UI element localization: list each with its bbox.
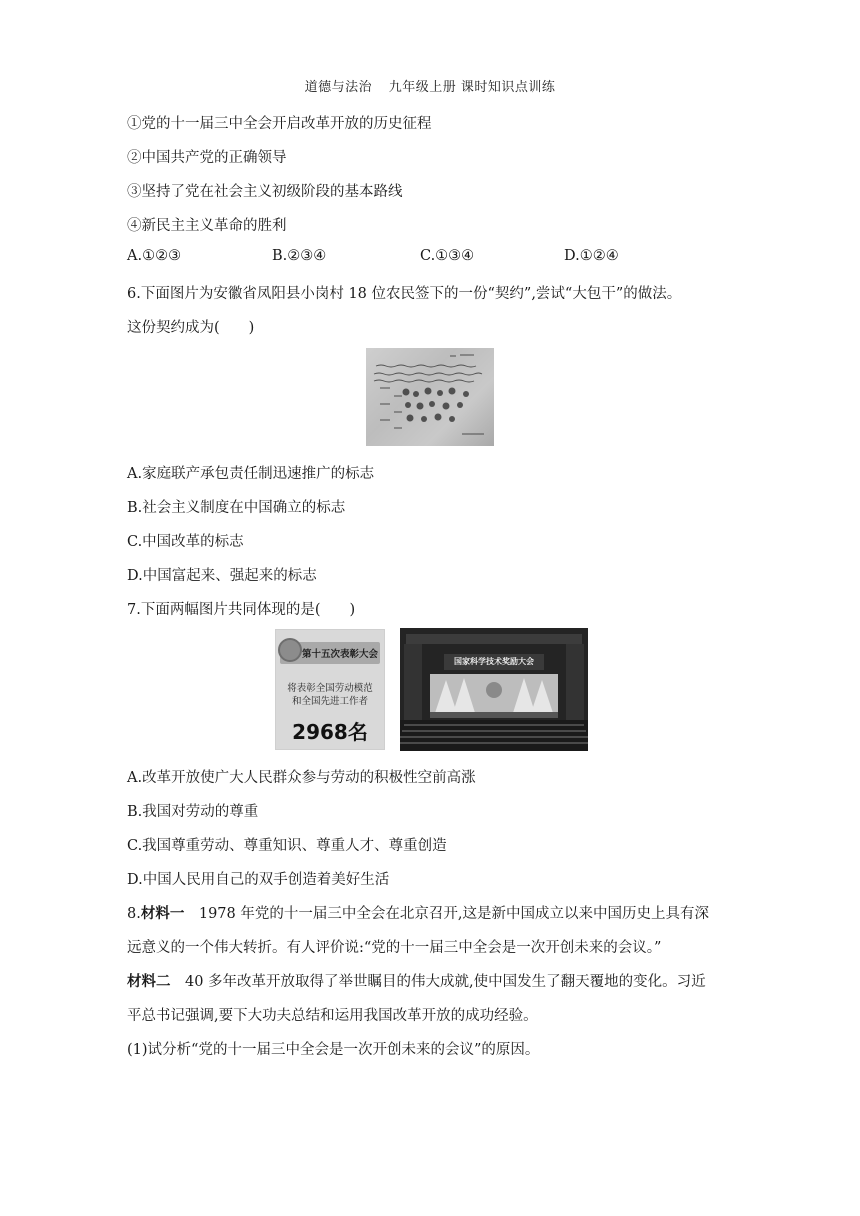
q7-option-b: B.我国对劳动的尊重 bbox=[127, 804, 259, 820]
q6-stem-line2: 这份契约成为( ) bbox=[127, 320, 255, 336]
q6-option-d: D.中国富起来、强起来的标志 bbox=[127, 568, 317, 584]
q7-option-c: C.我国尊重劳动、尊重知识、尊重人才、尊重创造 bbox=[127, 838, 447, 854]
q8-material1-text1: 1978 年党的十一届三中全会在北京召开,这是新中国成立以来中国历史上具有深 bbox=[184, 906, 709, 922]
q8-material1-label: 材料一 bbox=[140, 905, 185, 922]
q7-option-a: A.改革开放使广大人民群众参与劳动的积极性空前高涨 bbox=[127, 770, 476, 786]
header-grade: 九年级上册 课时知识点训练 bbox=[388, 80, 556, 95]
contract-photo bbox=[366, 348, 494, 446]
q7-option-d: D.中国人民用自己的双手创造着美好生活 bbox=[127, 872, 390, 888]
hall-banner: 国家科学技术奖励大会 bbox=[444, 654, 544, 670]
q5-option-d: D.①②④ bbox=[564, 248, 619, 264]
q8-number: 8. bbox=[127, 906, 141, 922]
q5-option-c: C.①③④ bbox=[420, 248, 475, 264]
award-count: 2968名 bbox=[292, 720, 368, 744]
q5-item-4: ④新民主主义革命的胜利 bbox=[127, 218, 287, 234]
q7-stem: 7.下面两幅图片共同体现的是( ) bbox=[127, 602, 356, 618]
q6-option-a: A.家庭联产承包责任制迅速推广的标志 bbox=[127, 466, 375, 482]
award-desc-line2: 和全国先进工作者 bbox=[291, 696, 368, 707]
award-ribbon-text: 第十五次表彰大会 bbox=[302, 649, 379, 660]
q8-material2-text1: 40 多年改革开放取得了举世瞩目的伟大成就,使中国发生了翻天覆地的变化。习近 bbox=[170, 974, 706, 990]
q5-item-3: ③坚持了党在社会主义初级阶段的基本路线 bbox=[127, 184, 403, 200]
q6-option-b: B.社会主义制度在中国确立的标志 bbox=[127, 500, 346, 516]
award-desc-line1: 将表彰全国劳动模范 bbox=[287, 683, 373, 694]
hall-scene-graphic bbox=[400, 628, 588, 751]
award-sign-image bbox=[275, 629, 385, 750]
q8-material2-line2: 平总书记强调,要下大功夫总结和运用我国改革开放的成功经验。 bbox=[127, 1008, 538, 1024]
award-hall-photo bbox=[400, 628, 588, 751]
q8-material2-line1 bbox=[127, 970, 706, 991]
page-header bbox=[0, 76, 860, 95]
q8-material1-line2: 远意义的一个伟大转折。有人评价说:“党的十一届三中全会是一次开创未来的会议。” bbox=[127, 940, 662, 956]
q8-material1-line1 bbox=[127, 902, 709, 923]
q5-item-1: ①党的十一届三中全会开启改革开放的历史征程 bbox=[127, 116, 432, 132]
q8-subquestion-1: (1)试分析“党的十一届三中全会是一次开创未来的会议”的原因。 bbox=[127, 1042, 540, 1058]
q8-material2-label: 材料二 bbox=[127, 973, 171, 990]
medal-icon bbox=[278, 638, 302, 662]
award-description bbox=[276, 682, 384, 708]
q5-item-2: ②中国共产党的正确领导 bbox=[127, 150, 287, 166]
q6-stem-line1: 6.下面图片为安徽省凤阳县小岗村 18 位农民签下的一份“契约”,尝试“大包干”的做法。 bbox=[127, 286, 682, 302]
q5-option-b: B.②③④ bbox=[272, 248, 327, 264]
contract-handwriting-graphic bbox=[366, 348, 494, 446]
q5-option-a: A.①②③ bbox=[127, 248, 182, 264]
header-subject: 道德与法治 bbox=[304, 80, 373, 95]
q6-option-c: C.中国改革的标志 bbox=[127, 534, 244, 550]
